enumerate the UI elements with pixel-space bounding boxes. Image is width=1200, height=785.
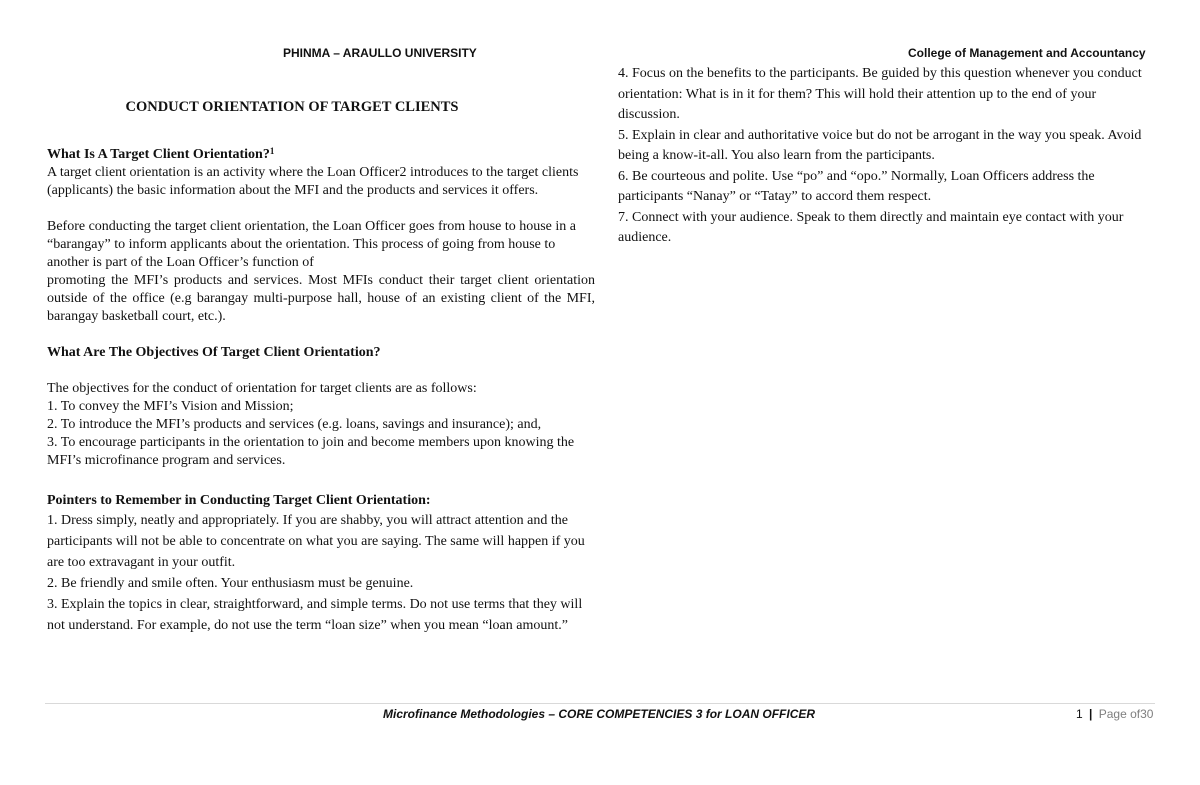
list-item: 1. To convey the MFI’s Vision and Mission; bbox=[47, 399, 294, 414]
section-heading-objectives: What Are The Objectives Of Target Client Orientation? bbox=[47, 345, 381, 360]
section-heading-pointers: Pointers to Remember in Conducting Target Client Orientation: bbox=[47, 493, 431, 508]
paragraph: The objectives for the conduct of orientation for target clients are as follows: bbox=[47, 381, 477, 396]
footer-course-title: Microfinance Methodologies – CORE COMPETENCIES 3 for LOAN OFFICER bbox=[383, 707, 816, 721]
section-heading-what-is bbox=[47, 146, 595, 164]
list-item: 7. Connect with your audience. Speak to them directly and maintain eye contact with your audience. bbox=[618, 209, 1124, 245]
footer-page-info bbox=[1076, 707, 1153, 721]
list-item: 4. Focus on the benefits to the participants. Be guided by this question whenever you conduct orientation: What is in it for them? This will hold their attention up to the end of your discussion. bbox=[618, 66, 1142, 122]
list-item: 2. To introduce the MFI’s products and services (e.g. loans, savings and insurance); and, bbox=[47, 417, 542, 432]
list-item: 5. Explain in clear and authoritative voice but do not be arrogant in the way you speak. Avoid being a know-it-all. You also learn from the participants. bbox=[618, 127, 1142, 163]
right-column bbox=[618, 64, 1148, 249]
paragraph: promoting the MFI’s products and services. Most MFIs conduct their target client orientation outside of the office (e.g barangay multi-purpose hall, house of an existing client of the MFI, barangay basketball court, etc.). bbox=[47, 273, 595, 324]
document-title: CONDUCT ORIENTATION OF TARGET CLIENTS bbox=[125, 99, 459, 115]
page-total: Page of30 bbox=[1098, 707, 1154, 721]
list-item: 6. Be courteous and polite. Use “po” and “opo.” Normally, Loan Officers address the participants “Nanay” or “Tatay” to accord them respect. bbox=[618, 168, 1095, 204]
footer-separator: | bbox=[1089, 707, 1093, 721]
list-item: 1. Dress simply, neatly and appropriately. If you are shabby, you will attract attention and the participants will not be able to concentrate on what you are saying. The same will happen if you are too extravagant in your outfit. bbox=[47, 513, 585, 570]
left-column bbox=[47, 98, 595, 636]
header-institution: PHINMA – ARAULLO UNIVERSITY bbox=[283, 46, 477, 60]
list-item: 3. Explain the topics in clear, straightforward, and simple terms. Do not use terms that they will not understand. For example, do not use the term “loan size” when you mean “loan amount.” bbox=[47, 597, 583, 633]
pointers-list-right bbox=[618, 64, 1148, 249]
pointers-list-left bbox=[47, 510, 595, 636]
paragraph: Before conducting the target client orientation, the Loan Officer goes from house to house in a “barangay” to inform applicants about the orientation. This process of going from house to another is part of the Loan Officer’s function of bbox=[47, 219, 576, 270]
list-item: 3. To encourage participants in the orientation to join and become members upon knowing the MFI’s microfinance program and services. bbox=[47, 435, 575, 468]
section-heading-text: What Is A Target Client Orientation? bbox=[47, 147, 270, 162]
page-number: 1 bbox=[1076, 707, 1083, 721]
footnote-ref: 1 bbox=[269, 146, 275, 156]
paragraph: A target client orientation is an activity where the Loan Officer2 introduces to the target clients (applicants) the basic information about the MFI and the products and services it offers. bbox=[47, 165, 579, 198]
objectives-list bbox=[47, 398, 595, 470]
header-college: College of Management and Accountancy bbox=[908, 46, 1146, 60]
list-item: 2. Be friendly and smile often. Your enthusiasm must be genuine. bbox=[47, 576, 414, 591]
footer-divider bbox=[45, 703, 1155, 704]
